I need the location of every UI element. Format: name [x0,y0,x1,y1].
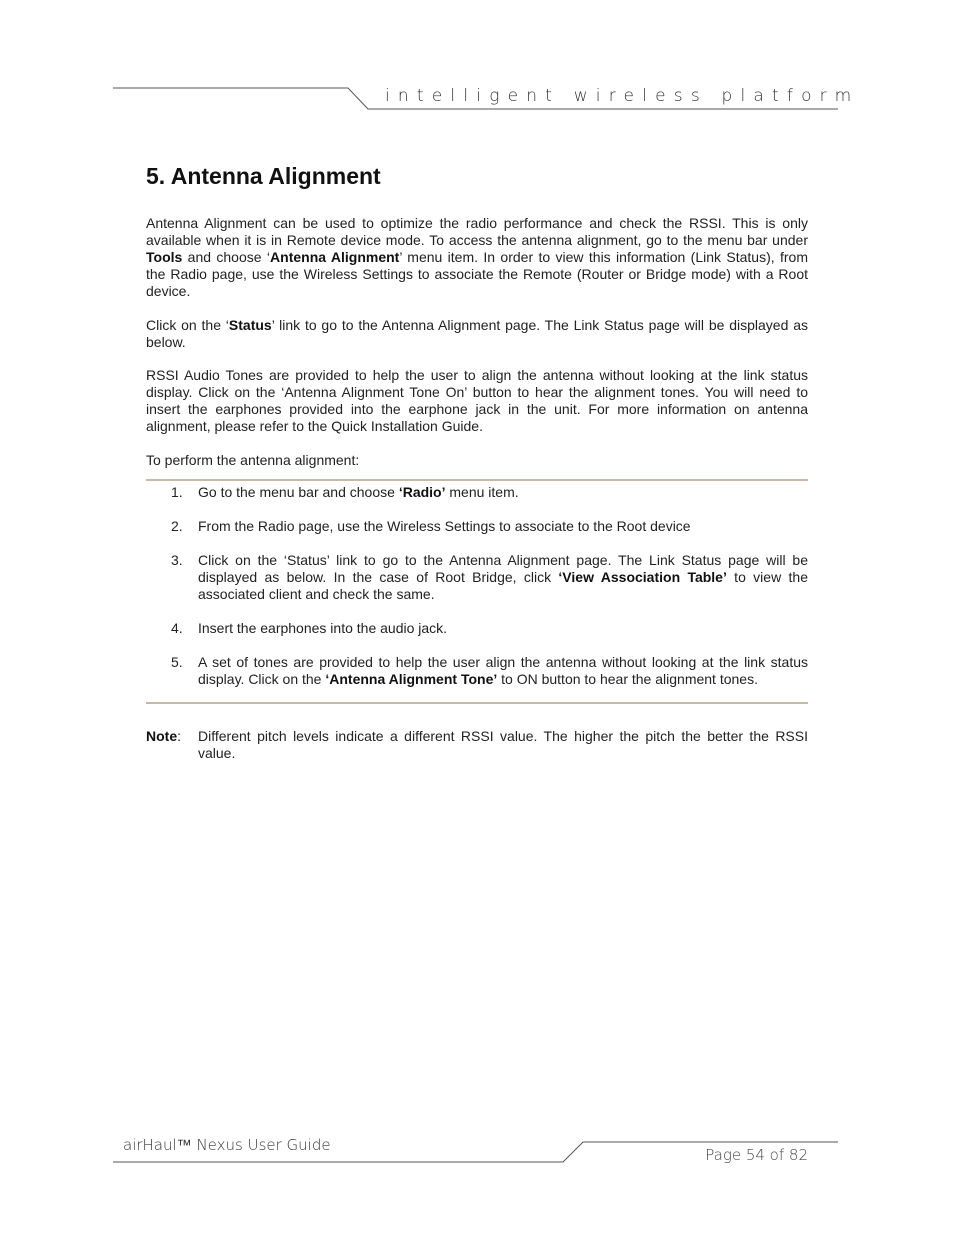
note-text: Different pitch levels indicate a different RSSI value. The higher the pitch the better the RSSI value. [198,728,808,761]
header-tagline: intelligent wireless platform [385,86,860,106]
list-item: 2. From the Radio page, use the Wireless Settings to associate to the Root device [171,518,691,534]
list-item: 3. Click on the ‘Status’ link to go to the Antenna Alignment page. The Link Status page will be displayed as below. In the case of Root Bridge, click ‘View Association Table’ to view the associated client and check the same. [171,552,808,602]
list-item: 5. A set of tones are provided to help the user align the antenna without looking at the link status display. Click on the ‘Antenna Alignment Tone’ to ON button to hear the alignment tones. [171,654,808,687]
note-block [146,728,808,762]
page-number: Page 54 of 82 [705,1146,808,1164]
steps-bottom-rule [146,702,808,704]
footer-guide-title: airHaul™ Nexus User Guide [123,1136,331,1154]
steps-list [146,484,808,705]
procedure-intro: To perform the antenna alignment: [146,452,360,468]
note-label: Note: [146,728,182,744]
rssi-paragraph: RSSI Audio Tones are provided to help the user to align the antenna without looking at the link status display. Click on the ‘Antenna Alignment Tone On’ button to hear the alignment tones. You will need to insert the earphones provided into the earphone jack in the unit. For more information on antenna alignment, please refer to the Quick Installation Guide. [146,367,808,434]
list-item: 1. Go to the menu bar and choose ‘Radio’ menu item. [171,484,519,500]
status-paragraph: Click on the ‘Status’ link to go to the Antenna Alignment page. The Link Status page will be displayed as below. [146,317,808,350]
list-item: 4. Insert the earphones into the audio jack. [171,620,448,636]
intro-paragraph: Antenna Alignment can be used to optimize the radio performance and check the RSSI. This is only available when it is in Remote device mode. To access the antenna alignment, go to the menu bar under Tools and choose ‘Antenna Alignment’ menu item. In order to view this information (Link Status), from the Radio page, use the Wireless Settings to associate the Remote (Router or Bridge mode) with a Root device. [146,215,809,299]
steps-top-rule [146,479,808,481]
page-title: 5. Antenna Alignment [146,163,381,189]
